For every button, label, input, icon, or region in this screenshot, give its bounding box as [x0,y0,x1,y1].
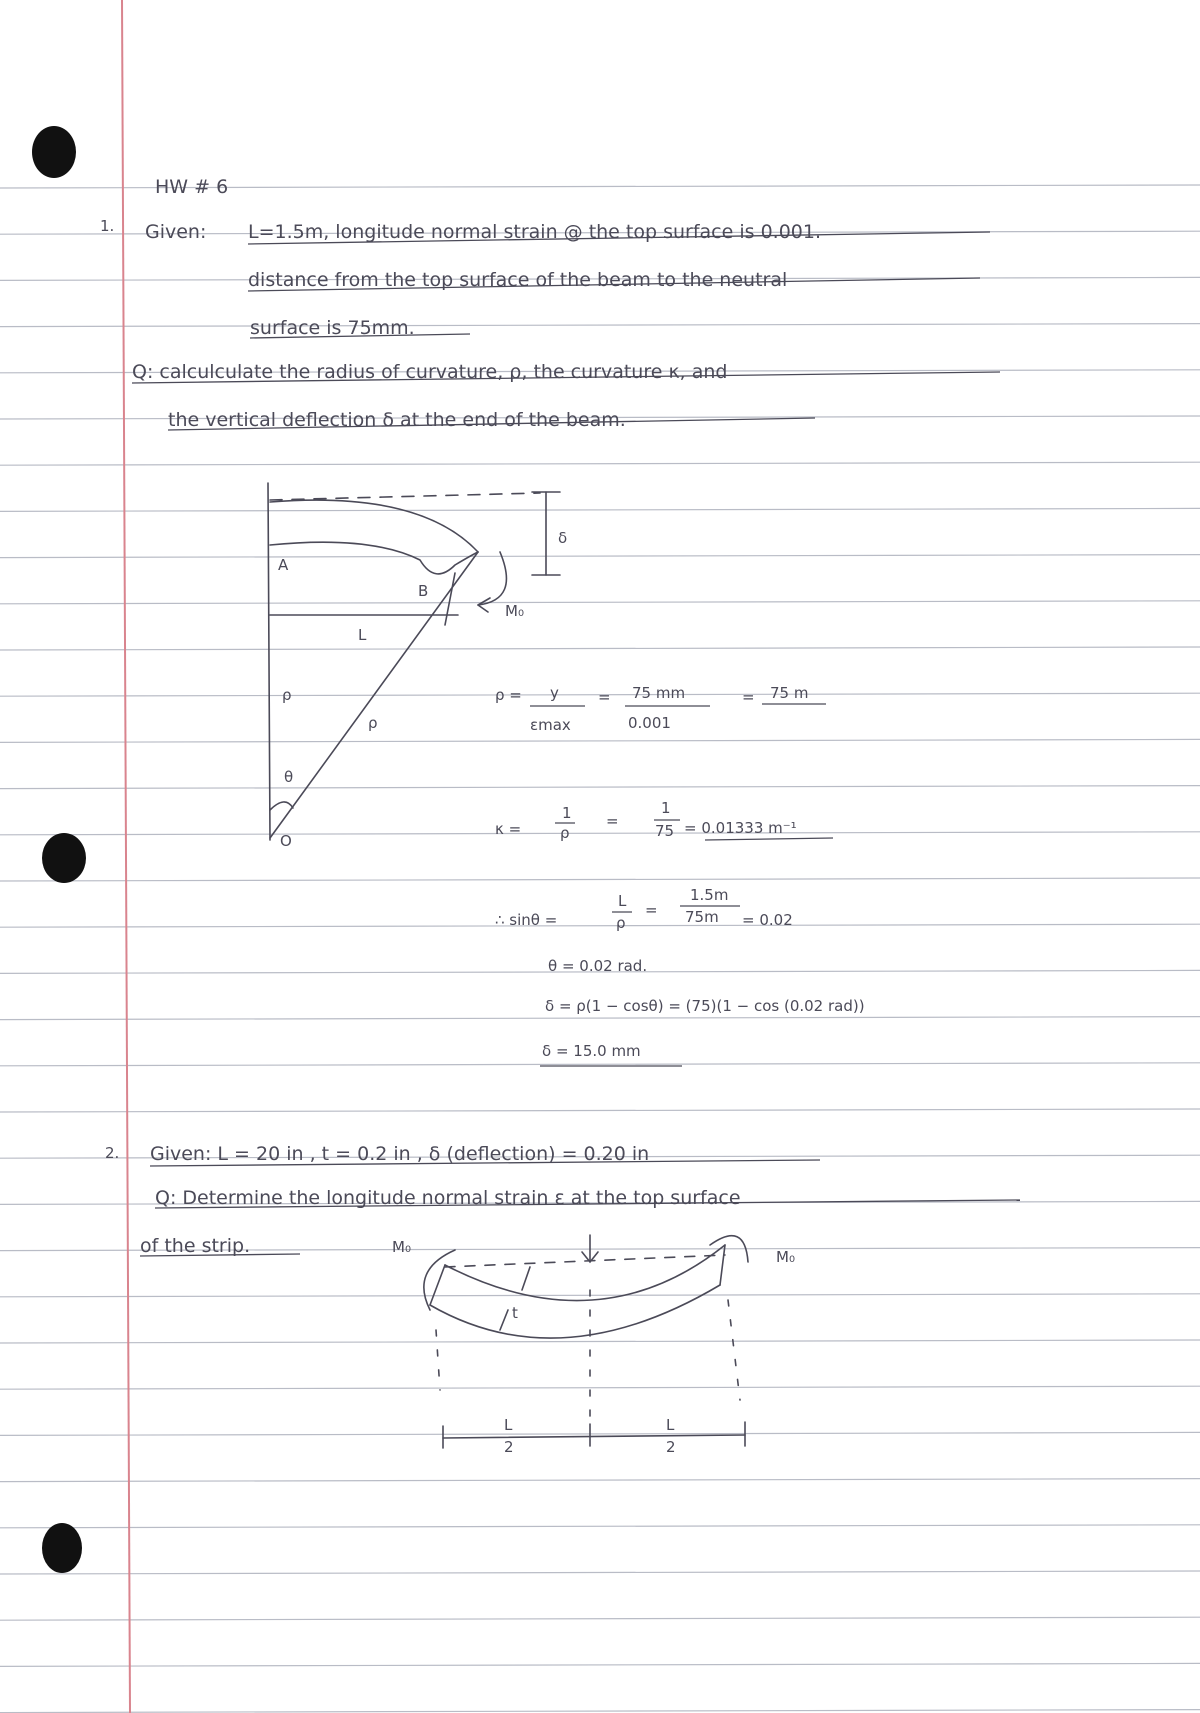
problem2-number: 2. [105,1144,120,1162]
ruled-line [0,739,1200,742]
fig1-label-delta: δ [558,529,568,547]
sin-lhs: ∴ sinθ = [495,911,558,929]
sin-eq: = [645,901,658,919]
rho-eq1: = [598,688,611,706]
margin-line [122,0,130,1713]
theta-line: θ = 0.02 rad. [548,957,648,975]
fig2-label-m0-left: M₀ [392,1238,411,1256]
ruled-line [0,508,1200,511]
fig2-label-half-right: L [666,1416,675,1434]
sin-num2: 1.5m [690,886,729,904]
sin-result: = 0.02 [742,911,793,929]
ruled-line [0,1479,1200,1482]
ruled-line [0,786,1200,789]
fig1-label-rho-left: ρ [282,686,292,704]
ruled-line [0,924,1200,927]
problem1-number: 1. [100,217,115,235]
problem1-question-line1: Q: calculculate the radius of curvature, ρ, the curvature κ, and [132,361,728,383]
problem2-question-line2: of the strip. [140,1235,251,1257]
rho-den2: 0.001 [628,714,671,732]
delta-result: δ = 15.0 mm [542,1042,641,1060]
kappa-den2: 75 [655,822,675,840]
ruled-line [0,1525,1200,1528]
kappa-den: ρ [560,824,570,842]
fig1-label-l: L [358,626,367,644]
ruled-line [0,1386,1200,1389]
ruled-line [0,1340,1200,1343]
problem2-question-line1: Q: Determine the longitude normal strain ε at the top surface [155,1187,741,1209]
fig1-label-m0: M₀ [505,602,524,620]
fig2-label-half-left: L [504,1416,513,1434]
ruled-line [0,647,1200,650]
kappa-lhs: κ = [495,820,522,838]
ruled-line [0,462,1200,465]
page-heading: HW # 6 [155,176,229,198]
fig2-label-t: t [512,1304,518,1322]
ruled-line [0,324,1200,327]
rho-eq2: = [742,688,755,706]
problem1-given-label: Given: [145,221,207,243]
fig1-label-o: O [280,832,292,850]
fig1-label-theta: θ [284,768,294,786]
fig1-label-a: A [278,556,289,574]
ruled-line [0,878,1200,881]
ruled-line [0,1617,1200,1620]
kappa-num: 1 [562,804,572,822]
strip-bending-diagram [392,1235,795,1456]
fig2-label-m0-right: M₀ [776,1248,795,1266]
problem1-question-line2: the vertical deflection δ at the end of the beam. [168,409,626,431]
fig2-label-half-right-den: 2 [666,1438,676,1456]
kappa-eq: = [606,812,619,830]
beam-curvature-diagram [268,483,567,850]
problem1-given-line1: L=1.5m, longitude normal strain @ the top surface is 0.001. [248,221,821,243]
ruled-line [0,1710,1200,1713]
binder-hole-bottom [42,1523,82,1573]
ruled-line [0,1109,1200,1112]
fig2-label-half-left-den: 2 [504,1438,514,1456]
problem1-given-line3: surface is 75mm. [250,317,415,339]
sin-num: L [618,892,627,910]
fig1-label-b: B [418,582,429,600]
rho-num: y [550,684,559,702]
ruled-line [0,1571,1200,1574]
ruled-line [0,1017,1200,1020]
binder-hole-top [32,126,76,178]
problem2-given-line: Given: L = 20 in , t = 0.2 in , δ (deflection) = 0.20 in [150,1143,650,1165]
ruled-line [0,1294,1200,1297]
sin-den: ρ [616,914,626,932]
delta-formula: δ = ρ(1 − cosθ) = (75)(1 − cos (0.02 rad)) [545,997,865,1015]
fig1-label-rho-diag: ρ [368,714,378,732]
problem1-given-line2: distance from the top surface of the beam to the neutral [248,269,788,291]
rho-lhs: ρ = [495,686,522,704]
ruled-line [0,1432,1200,1435]
kappa-result: = 0.01333 m⁻¹ [684,819,797,837]
rho-num2: 75 mm [632,684,686,702]
ruled-line [0,601,1200,604]
ruled-line [0,555,1200,558]
binder-hole-middle [42,833,86,883]
sin-den2: 75m [685,908,719,926]
kappa-num2: 1 [661,799,671,817]
ruled-line [0,1663,1200,1666]
rho-den: εmax [530,716,571,734]
ruled-line [0,832,1200,835]
rho-result: 75 m [770,684,809,702]
